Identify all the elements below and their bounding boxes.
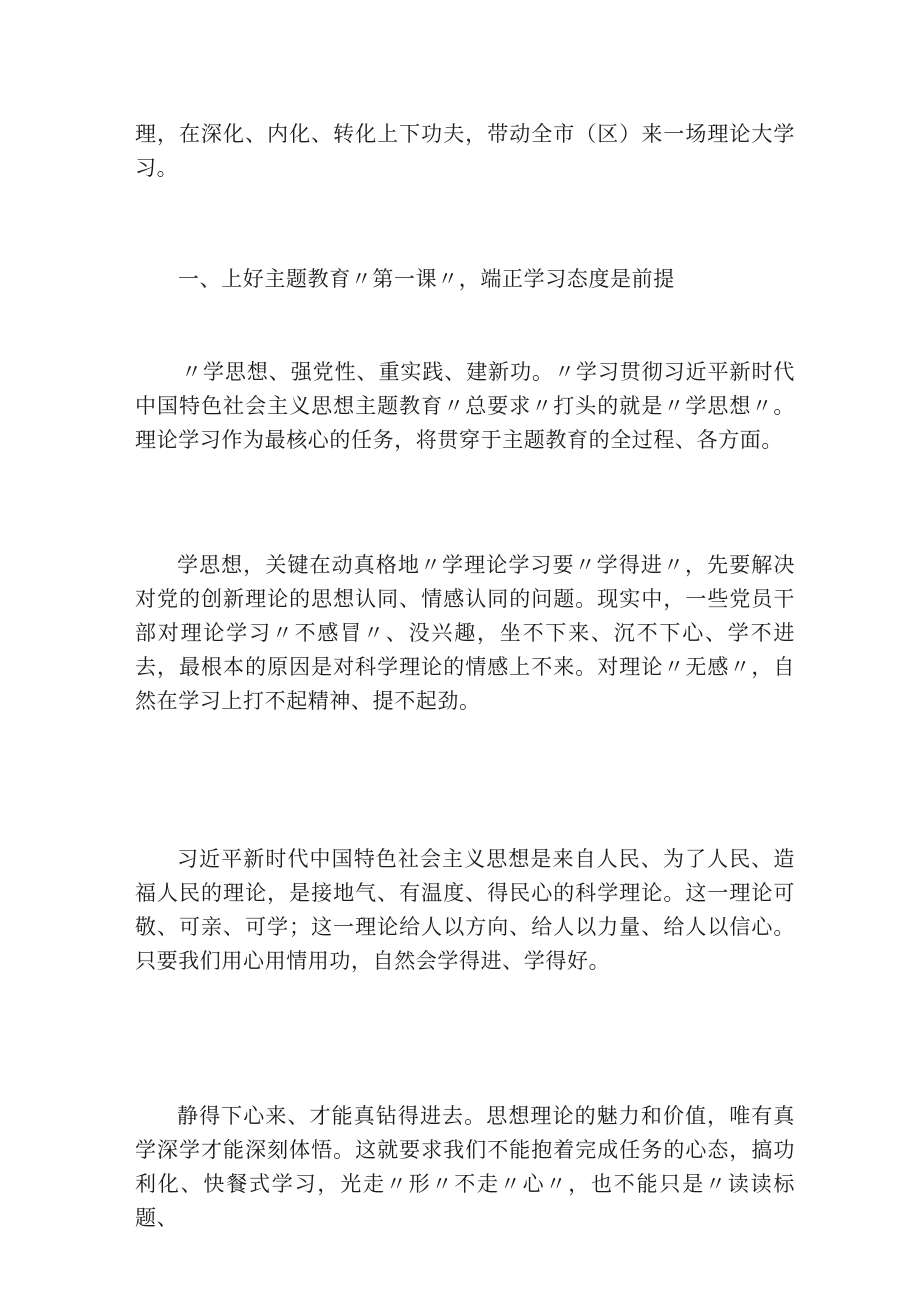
paragraph-people-theory: 习近平新时代中国特色社会主义思想是来自人民、为了人民、造福人民的理论，是接地气、有温度、得民心的科学理论。这一理论可敬、可亲、可学；这一理论给人以方向、给人以力量、给人以信心。只要我们用心用情用功，自然会学得进、学得好。 (135, 847, 795, 973)
paragraph-calm-study: 静得下心来、才能真钻得进去。思想理论的魅力和价值，唯有真学深学才能深刻体悟。这就要求我们不能抱着完成任务的心态，搞功利化、快餐式学习，光走〃形〃不走〃心〃，也不能只是〃读读标题、 (135, 1104, 795, 1230)
paragraph-continuation: 理，在深化、内化、转化上下功夫，带动全市（区）来一场理论大学习。 (135, 122, 795, 180)
section-heading: 一、上好主题教育〃第一课〃，端正学习态度是前提 (178, 267, 675, 291)
paragraph-general-requirement: 〃学思想、强党性、重实践、建新功。〃学习贯彻习近平新时代中国特色社会主义思想主题教育〃总要求〃打头的就是〃学思想〃。理论学习作为最核心的任务，将贯穿于主题教育的全过程、各方面。 (135, 360, 795, 452)
paragraph-learn-thought: 学思想，关键在动真格地〃学理论学习要〃学得进〃，先要解决对党的创新理论的思想认同、情感认同的问题。现实中，一些党员干部对理论学习〃不感冒〃、没兴趣，坐不下来、沉不下心、学不进去，最根本的原因是对科学理论的情感上不来。对理论〃无感〃，自然在学习上打不起精神、提不起劲。 (135, 553, 795, 713)
